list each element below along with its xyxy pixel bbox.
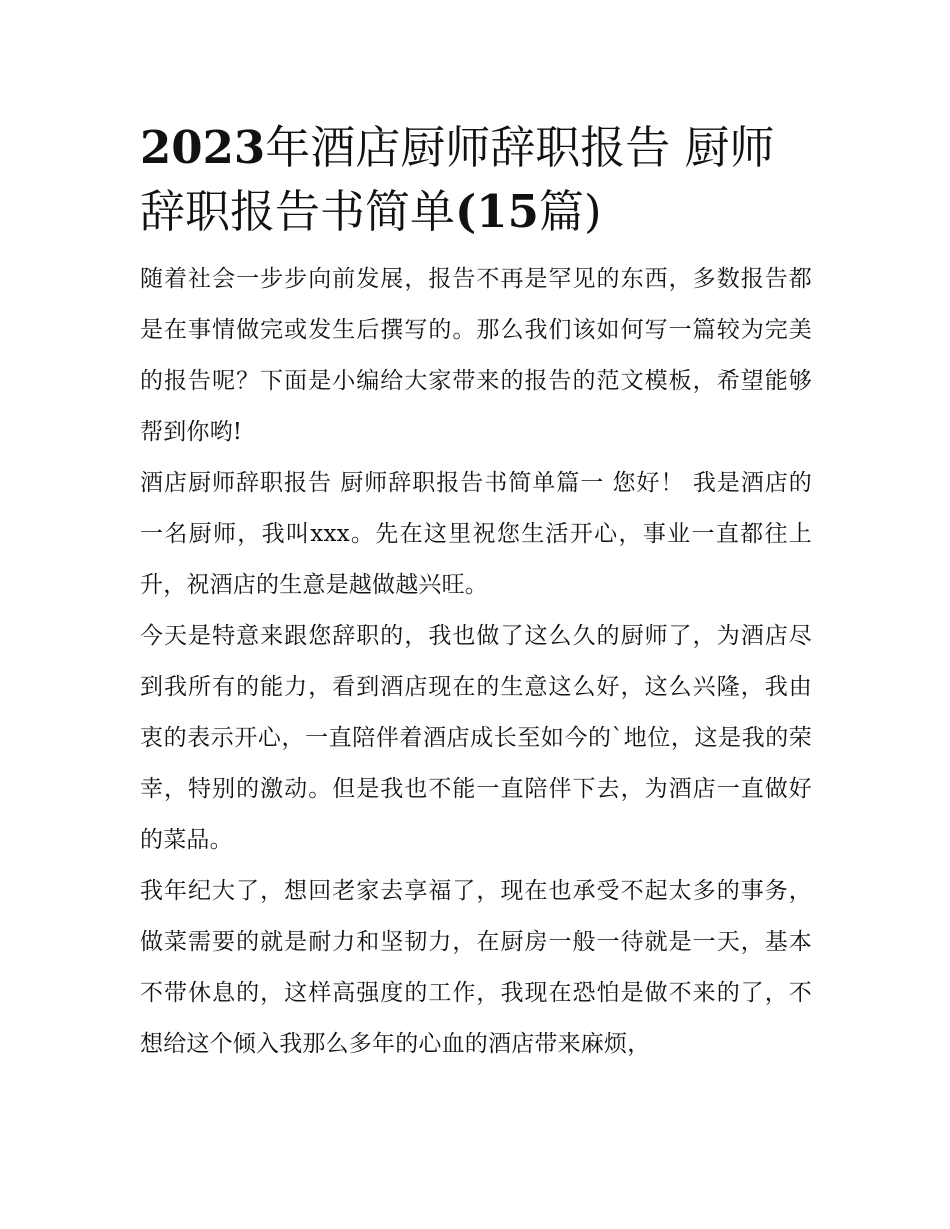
title-count: (15	[455, 185, 539, 238]
document-title	[140, 116, 812, 244]
document-body	[140, 116, 812, 1070]
paragraph-resignation-reason: 今天是特意来跟您辞职的，我也做了这么久的厨师了，为酒店尽到我所有的能力，看到酒店现在的生意这么好，这么兴隆，我由衷的表示开心，一直陪伴着酒店成长至如今的`地位，这是我的荣幸，特别的激动。但是我也不能一直陪伴下去，为酒店一直做好的菜品。	[140, 623, 812, 853]
paragraph-greeting: 酒店厨师辞职报告 厨师辞职报告书简单篇一 您好！ 我是酒店的一名厨师，我叫xxx。先在这里祝您生活开心，事业一直都往上升，祝酒店的生意是越做越兴旺。	[140, 470, 812, 598]
paragraph-age-reason: 我年纪大了，想回老家去享福了，现在也承受不起太多的事务，做菜需要的就是耐力和坚韧力，在厨房一般一待就是一天，基本不带休息的，这样高强度的工作，我现在恐怕是做不来的了，不想给这个倾入我那么多年的心血的酒店带来麻烦，	[140, 878, 812, 1057]
paragraph-intro: 随着社会一步步向前发展，报告不再是罕见的东西，多数报告都是在事情做完或发生后撰写的。那么我们该如何写一篇较为完美的报告呢？下面是小编给大家带来的报告的范文模板，希望能够帮到你哟!	[140, 266, 812, 445]
title-suffix: 篇)	[538, 185, 602, 238]
title-text: 年酒店厨师辞职报告 厨师辞职报告书简单	[140, 121, 775, 238]
title-year: 2023	[140, 121, 266, 174]
